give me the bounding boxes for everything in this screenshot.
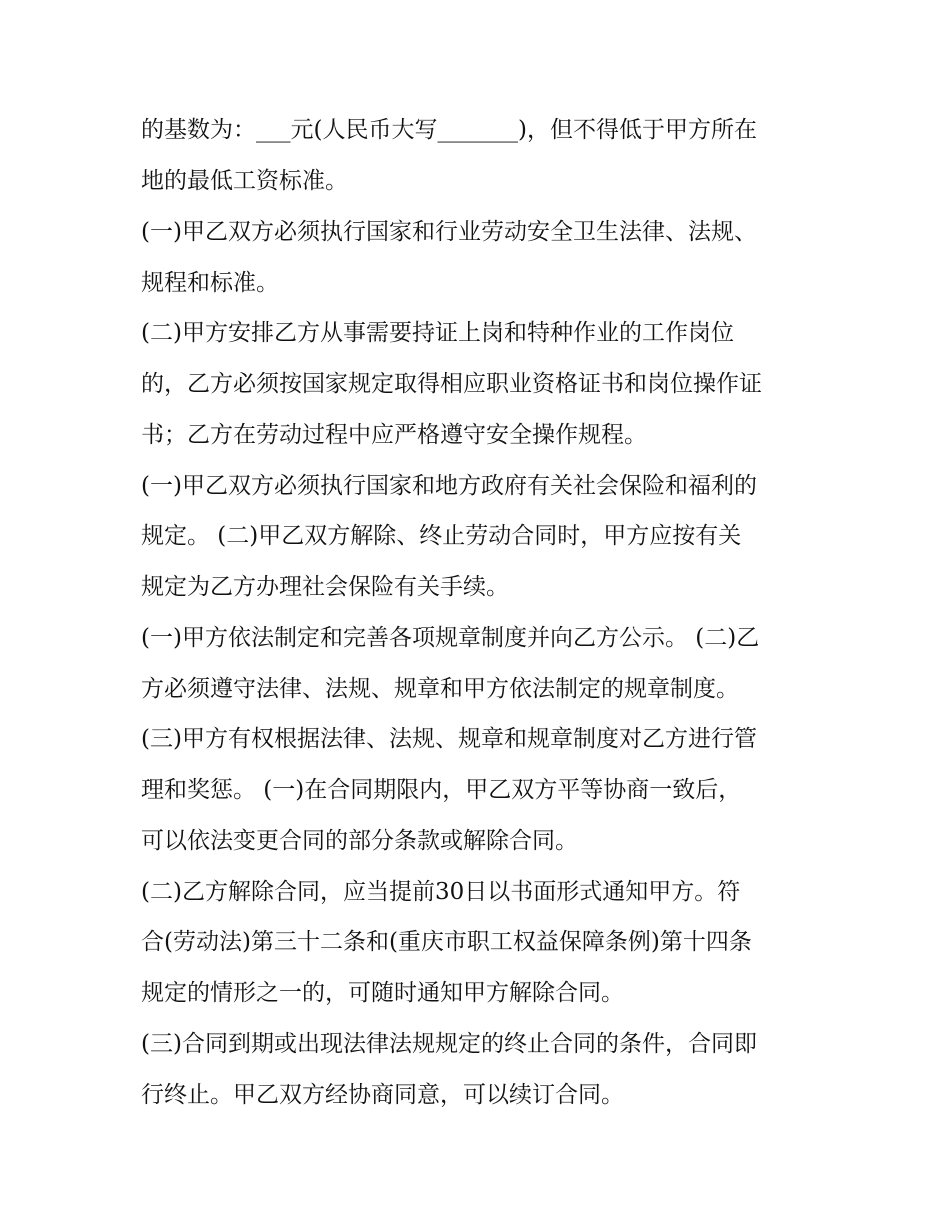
text-line: (三)合同到期或出现法律法规规定的终止合同的条件，合同即 (141, 1031, 757, 1057)
text-line: 的，乙方必须按国家规定取得相应职业资格证书和岗位操作证 (141, 371, 762, 397)
text-line: (一)甲乙双方必须执行国家和行业劳动安全卫生法律、法规、 (141, 219, 757, 245)
text-line: (二)甲方安排乙方从事需要持证上岗和特种作业的工作岗位 (141, 320, 734, 346)
text-line: (三)甲方有权根据法律、法规、规章和规章制度对乙方进行管 (141, 726, 757, 752)
text-line: (一)甲乙双方必须执行国家和地方政府有关社会保险和福利的 (141, 473, 757, 499)
text-line: (一)甲方依法制定和完善各项规章制度并向乙方公示。 (二)乙 (141, 625, 760, 651)
text-line: 方必须遵守法律、法规、规章和甲方依法制定的规章制度。 (141, 676, 739, 702)
text-line: 书；乙方在劳动过程中应严格遵守安全操作规程。 (141, 422, 647, 448)
text-line: 规定。 (二)甲乙双方解除、终止劳动合同时，甲方应按有关 (141, 523, 742, 549)
text-line: 合(劳动法)第三十二条和(重庆市职工权益保障条例)第十四条 (141, 929, 752, 955)
text-line: 规定为乙方办理社会保险有关手续。 (141, 574, 509, 600)
text-line: 行终止。甲乙双方经协商同意，可以续订合同。 (141, 1082, 624, 1108)
text-line: 地的最低工资标准。 (141, 168, 348, 194)
text-line: (二)乙方解除合同，应当提前30日以书面形式通知甲方。符 (141, 879, 741, 905)
text-line: 规定的情形之一的，可随时通知甲方解除合同。 (141, 980, 624, 1006)
text-line: 理和奖惩。 (一)在合同期限内，甲乙双方平等协商一致后， (141, 777, 742, 803)
text-line: 的基数为：___元(人民币大写_______)，但不得低于甲方所在 (141, 117, 757, 143)
text-line: 可以依法变更合同的部分条款或解除合同。 (141, 828, 578, 854)
text-line: 规程和标准。 (141, 270, 279, 296)
